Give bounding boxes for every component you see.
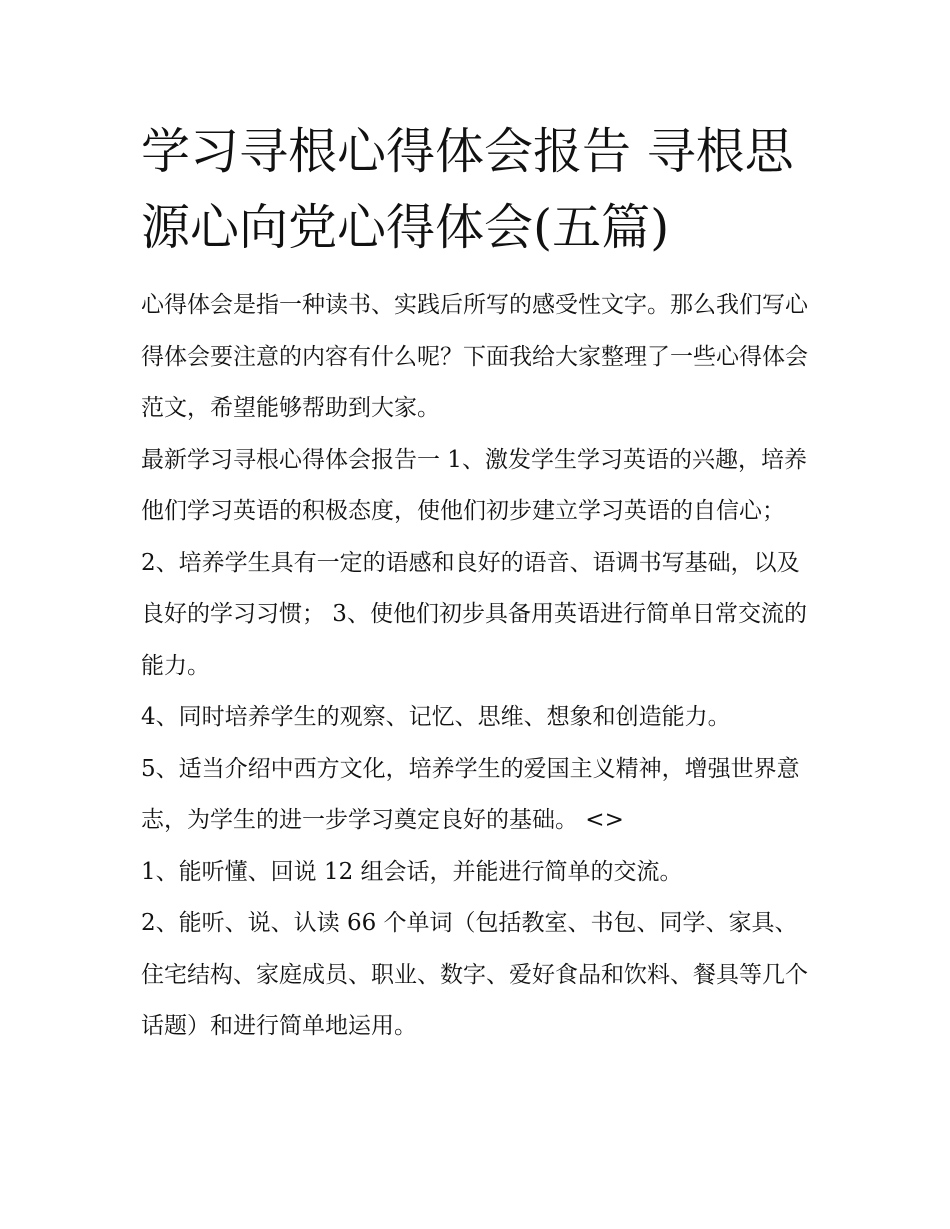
body-paragraph: 2、能听、说、认读 66 个单词（包括教室、书包、同学、家具、住宅结构、家庭成员、职业、数字、爱好食品和饮料、餐具等几个话题）和进行简单地运用。 [141, 910, 808, 1039]
body-paragraph: 4、同时培养学生的观察、记忆、思维、想象和创造能力。 [141, 704, 731, 730]
document-title: 学习寻根心得体会报告 寻根思源心向党心得体会(五篇) [141, 123, 794, 256]
body-paragraph: 1、能听懂、回说 12 组会话，并能进行简单的交流。 [141, 858, 683, 885]
intro-paragraph: 心得体会是指一种读书、实践后所写的感受性文字。那么我们写心得体会要注意的内容有什么呢？下面我给大家整理了一些心得体会范文，希望能够帮助到大家。 [141, 292, 808, 421]
document-body [141, 280, 813, 1053]
document-page [141, 114, 813, 1053]
body-paragraph: 最新学习寻根心得体会报告一 1、激发学生学习英语的兴趣，培养他们学习英语的积极态度，使他们初步建立学习英语的自信心； [141, 446, 807, 524]
body-paragraph: 5、适当介绍中西方文化，培养学生的爱国主义精神，增强世界意志，为学生的进一步学习奠定良好的基础。 <> [141, 755, 800, 833]
body-paragraph: 2、培养学生具有一定的语感和良好的语音、语调书写基础，以及良好的学习习惯； 3、使他们初步具备用英语进行简单日常交流的能力。 [141, 549, 807, 679]
